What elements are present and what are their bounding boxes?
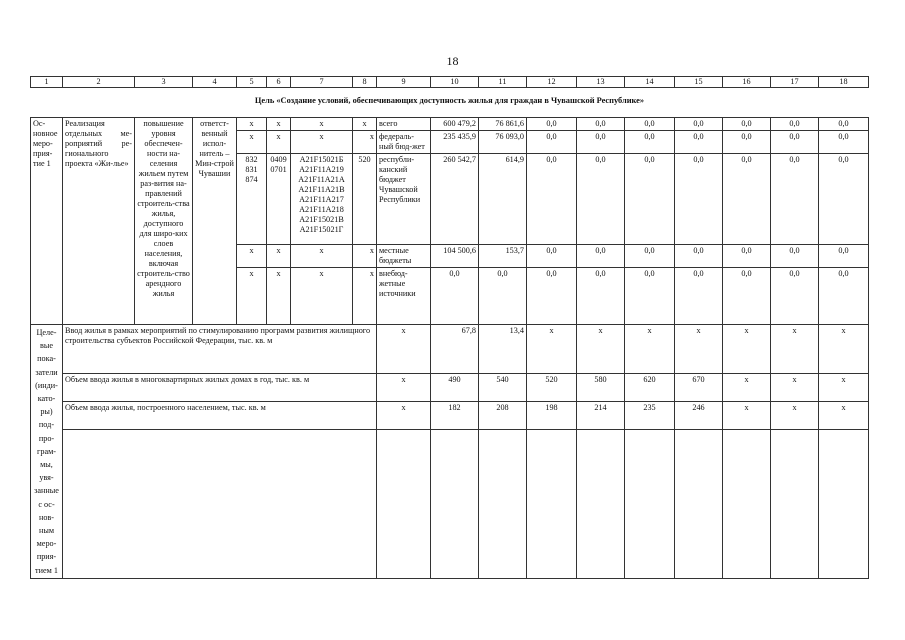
value-cell: 0,0 [527, 245, 577, 268]
col-num: 15 [675, 77, 723, 88]
value-cell: 76 861,6 [479, 118, 527, 131]
indicator-value: 540 [479, 374, 527, 402]
empty-cell [625, 429, 675, 578]
empty-row [31, 429, 869, 578]
value-cell: 0,0 [723, 245, 771, 268]
expense-type-cell: 520 [353, 154, 377, 245]
column-number-row [31, 77, 869, 88]
indicator-value: x [625, 325, 675, 374]
value-cell: 0,0 [625, 268, 675, 325]
event-executor: ответст-венный испол-нитель – Мин-строй Чувашии [193, 118, 237, 325]
value-cell: 0,0 [625, 245, 675, 268]
col-num: 18 [819, 77, 869, 88]
value-cell: 0,0 [675, 118, 723, 131]
expense-type-cell: x [353, 268, 377, 325]
value-cell: 0,0 [625, 154, 675, 245]
empty-cell [63, 429, 377, 578]
col-num: 8 [353, 77, 377, 88]
section-cell: x [267, 268, 291, 325]
target-article-cell: x [291, 131, 353, 154]
col-num: 12 [527, 77, 577, 88]
value-cell: 0,0 [479, 268, 527, 325]
value-cell: 0,0 [771, 154, 819, 245]
indicator-value: 580 [577, 374, 625, 402]
indicators-label: Целе-вые пока-затели (инди-като-ры) под-про-грам-мы, увя-занные с ос-нов-ным меро-прия-тием 1 [31, 325, 63, 579]
value-cell: 0,0 [819, 154, 869, 245]
value-cell: 0,0 [723, 118, 771, 131]
value-cell: 0,0 [675, 131, 723, 154]
value-cell: 0,0 [577, 268, 625, 325]
col-num: 1 [31, 77, 63, 88]
col-num: 5 [237, 77, 267, 88]
indicator-name: Ввод жилья в рамках мероприятий по стимулированию программ развития жилищного строительства субъектов Российской Федерации, тыс. кв. м [63, 325, 377, 374]
indicator-value: 208 [479, 402, 527, 430]
indicator-value: x [819, 402, 869, 430]
col-num: 11 [479, 77, 527, 88]
indicator-value: x [771, 325, 819, 374]
funding-source: внебюд-жетные источники [377, 268, 431, 325]
col-num: 4 [193, 77, 237, 88]
indicator-value: 520 [527, 374, 577, 402]
empty-cell [819, 429, 869, 578]
indicator-value: x [723, 374, 771, 402]
value-cell: 600 479,2 [431, 118, 479, 131]
indicator-cell: x [377, 325, 431, 374]
table-row [31, 118, 869, 131]
indicator-name: Объем ввода жилья в многоквартирных жилых домах в год, тыс. кв. м [63, 374, 377, 402]
target-article-cell: x [291, 118, 353, 131]
indicator-value: 198 [527, 402, 577, 430]
value-cell: 0,0 [675, 154, 723, 245]
section-cell: x [267, 245, 291, 268]
empty-cell [771, 429, 819, 578]
grbs-cell: x [237, 118, 267, 131]
value-cell: 0,0 [819, 131, 869, 154]
indicator-value: x [577, 325, 625, 374]
value-cell: 0,0 [771, 245, 819, 268]
target-article-cell: x [291, 245, 353, 268]
value-cell: 0,0 [771, 131, 819, 154]
indicator-cell: x [377, 402, 431, 430]
indicator-row [31, 402, 869, 430]
indicator-value: 182 [431, 402, 479, 430]
value-cell: 0,0 [527, 268, 577, 325]
value-cell: 0,0 [819, 118, 869, 131]
indicator-value: 235 [625, 402, 675, 430]
value-cell: 0,0 [527, 154, 577, 245]
value-cell: 0,0 [675, 245, 723, 268]
col-num: 14 [625, 77, 675, 88]
funding-source: республи-канский бюджет Чувашской Республики [377, 154, 431, 245]
empty-cell [431, 429, 479, 578]
indicator-value: x [771, 374, 819, 402]
indicator-value: 620 [625, 374, 675, 402]
col-num: 2 [63, 77, 135, 88]
col-num: 17 [771, 77, 819, 88]
value-cell: 614,9 [479, 154, 527, 245]
expense-type-cell: x [353, 131, 377, 154]
col-num: 3 [135, 77, 193, 88]
indicator-value: x [527, 325, 577, 374]
indicator-value: x [819, 325, 869, 374]
expense-type-cell: x [353, 245, 377, 268]
value-cell: 235 435,9 [431, 131, 479, 154]
value-cell: 76 093,0 [479, 131, 527, 154]
grbs-cell: x [237, 245, 267, 268]
value-cell: 0,0 [723, 131, 771, 154]
empty-cell [479, 429, 527, 578]
col-num: 6 [267, 77, 291, 88]
section-cell: x [267, 118, 291, 131]
indicator-value: x [675, 325, 723, 374]
value-cell: 0,0 [771, 268, 819, 325]
indicator-value: 246 [675, 402, 723, 430]
empty-cell [577, 429, 625, 578]
value-cell: 104 500,6 [431, 245, 479, 268]
indicator-cell: x [377, 374, 431, 402]
value-cell: 0,0 [527, 118, 577, 131]
expense-type-cell: x [353, 118, 377, 131]
program-table [30, 76, 869, 579]
value-cell: 0,0 [625, 118, 675, 131]
value-cell: 0,0 [675, 268, 723, 325]
indicator-value: 13,4 [479, 325, 527, 374]
col-num: 16 [723, 77, 771, 88]
value-cell: 0,0 [527, 131, 577, 154]
target-article-cell: x [291, 268, 353, 325]
goal-title: Цель «Создание условий, обеспечивающих доступность жилья для граждан в Чувашской Республике» [31, 88, 869, 118]
col-num: 9 [377, 77, 431, 88]
value-cell: 0,0 [819, 268, 869, 325]
value-cell: 0,0 [723, 268, 771, 325]
col-num: 10 [431, 77, 479, 88]
indicator-value: 670 [675, 374, 723, 402]
indicator-value: x [723, 325, 771, 374]
value-cell: 153,7 [479, 245, 527, 268]
goal-row [31, 88, 869, 118]
indicator-name: Объем ввода жилья, построенного населением, тыс. кв. м [63, 402, 377, 430]
indicator-value: x [723, 402, 771, 430]
value-cell: 0,0 [577, 118, 625, 131]
indicator-value: 214 [577, 402, 625, 430]
grbs-cell: 832 831 874 [237, 154, 267, 245]
event-name: Реализация отдельных ме-роприятий ре-гионального проекта «Жи-лье» [63, 118, 135, 325]
value-cell: 0,0 [819, 245, 869, 268]
col-num: 13 [577, 77, 625, 88]
empty-cell [377, 429, 431, 578]
empty-cell [675, 429, 723, 578]
indicator-value: 67,8 [431, 325, 479, 374]
value-cell: 0,0 [723, 154, 771, 245]
section-cell: 0409 0701 [267, 154, 291, 245]
indicator-row [31, 374, 869, 402]
target-article-cell: A21F15021Б A21F11A219 A21F11A21A A21F11A21B A21F11A217 A21F11A218 A21F15021B A21F15021Г [291, 154, 353, 245]
event-number: Ос-новное меро-прия-тие 1 [31, 118, 63, 325]
value-cell: 0,0 [577, 154, 625, 245]
value-cell: 0,0 [577, 131, 625, 154]
indicator-value: 490 [431, 374, 479, 402]
funding-source: всего [377, 118, 431, 131]
indicator-value: x [771, 402, 819, 430]
grbs-cell: x [237, 131, 267, 154]
section-cell: x [267, 131, 291, 154]
value-cell: 0,0 [771, 118, 819, 131]
event-goal: повышение уровня обеспечен-ности на-селения жильем путем раз-вития на-правлений строитель-ства жилья, доступного для широ-ких слоев населения, включая строитель-ство арендного жилья [135, 118, 193, 325]
funding-source: местные бюджеты [377, 245, 431, 268]
grbs-cell: x [237, 268, 267, 325]
funding-source: федераль-ный бюд-жет [377, 131, 431, 154]
indicator-value: x [819, 374, 869, 402]
page-number: 18 [446, 54, 459, 68]
empty-cell [723, 429, 771, 578]
value-cell: 0,0 [625, 131, 675, 154]
value-cell: 260 542,7 [431, 154, 479, 245]
value-cell: 0,0 [431, 268, 479, 325]
value-cell: 0,0 [577, 245, 625, 268]
col-num: 7 [291, 77, 353, 88]
indicator-row [31, 325, 869, 374]
empty-cell [527, 429, 577, 578]
